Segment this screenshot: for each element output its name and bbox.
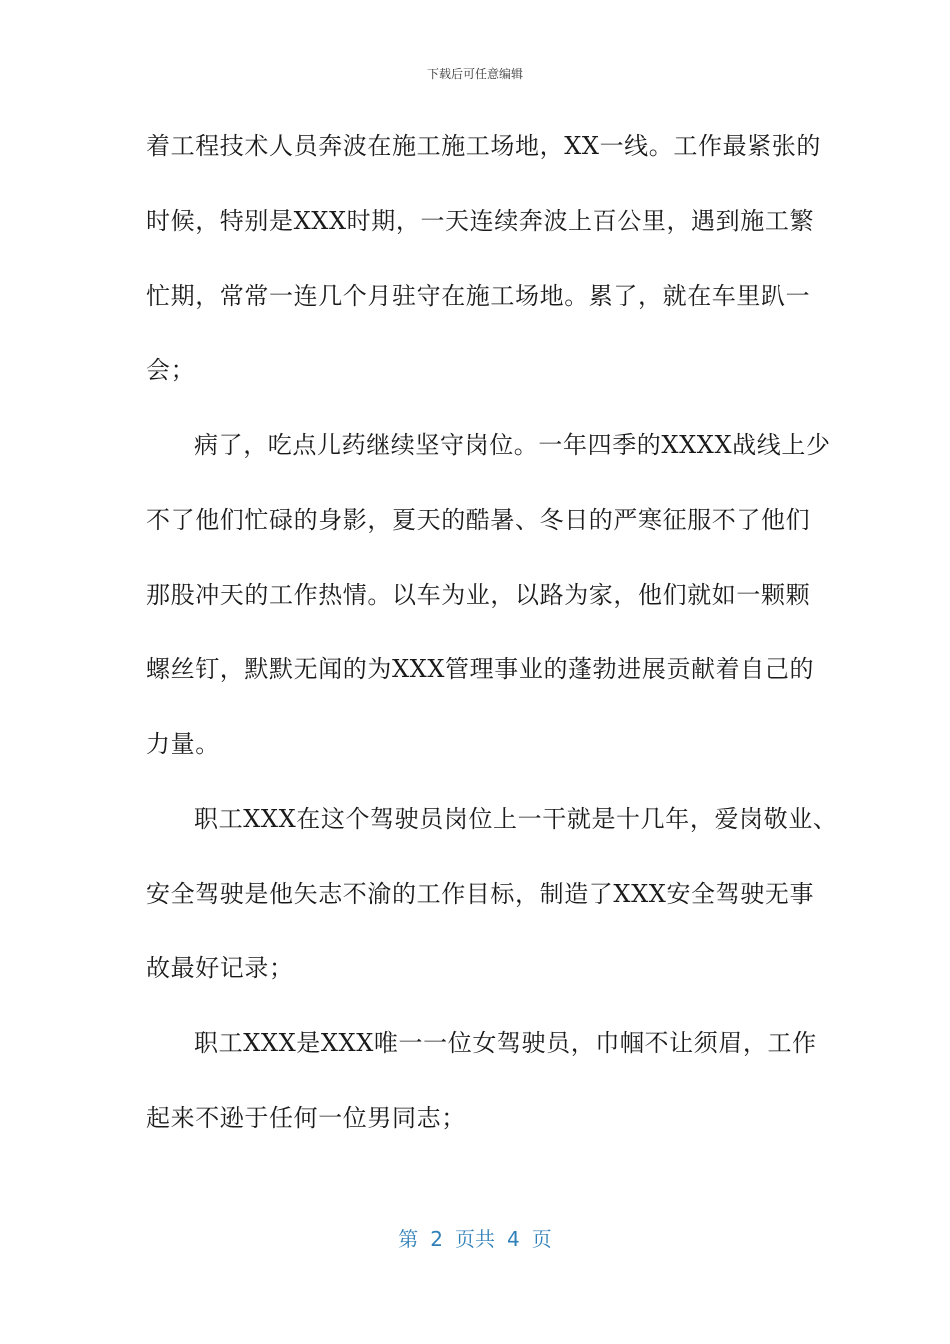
paragraph-start-line: 职工XXX在这个驾驶员岗位上一干就是十几年，爱岗敬业、: [194, 804, 838, 833]
paragraph-start-line: 职工XXX是XXX唯一一位女驾驶员，巾帼不让须眉，工作: [194, 1029, 817, 1057]
body-line: 螺丝钉，默默无闻的为XXX管理事业的蓬勃进展贡献着自己的: [146, 655, 815, 684]
page-label-middle: 页共: [455, 1227, 495, 1251]
body-line: 忙期，常常一连几个月驻守在施工场地。累了，就在车里趴一: [146, 281, 811, 310]
body-line: 着工程技术人员奔波在施工施工场地，XX一线。工作最紧张的: [146, 132, 821, 160]
body-line: 力量。: [146, 730, 220, 758]
header-note: 下载后可任意编辑: [426, 67, 523, 81]
body-line: 那股冲天的工作热情。以车为业，以路为家，他们就如一颗颗: [146, 580, 811, 609]
body-line: 不了他们忙碌的身影，夏天的酷暑、冬日的严寒征服不了他们: [146, 505, 811, 534]
body-line: 时候，特别是XXX时期，一天连续奔波上百公里，遇到施工繁: [146, 206, 815, 235]
body-line: 会；: [146, 356, 196, 385]
page-label-suffix: 页: [531, 1227, 552, 1251]
body-line: 起来不逊于任何一位男同志；: [146, 1103, 466, 1132]
body-line: 安全驾驶是他矢志不渝的工作目标，制造了XXX安全驾驶无事: [146, 879, 815, 908]
current-page-number: 2: [430, 1227, 443, 1251]
page-footer: [0, 1226, 950, 1252]
total-pages-number: 4: [507, 1227, 520, 1251]
paragraph-start-line: 病了，吃点儿药继续坚守岗位。一年四季的XXXX战线上少: [194, 431, 831, 459]
body-line: 故最好记录；: [146, 954, 294, 983]
page-label-prefix: 第: [398, 1227, 419, 1251]
document-body: [146, 126, 838, 1173]
